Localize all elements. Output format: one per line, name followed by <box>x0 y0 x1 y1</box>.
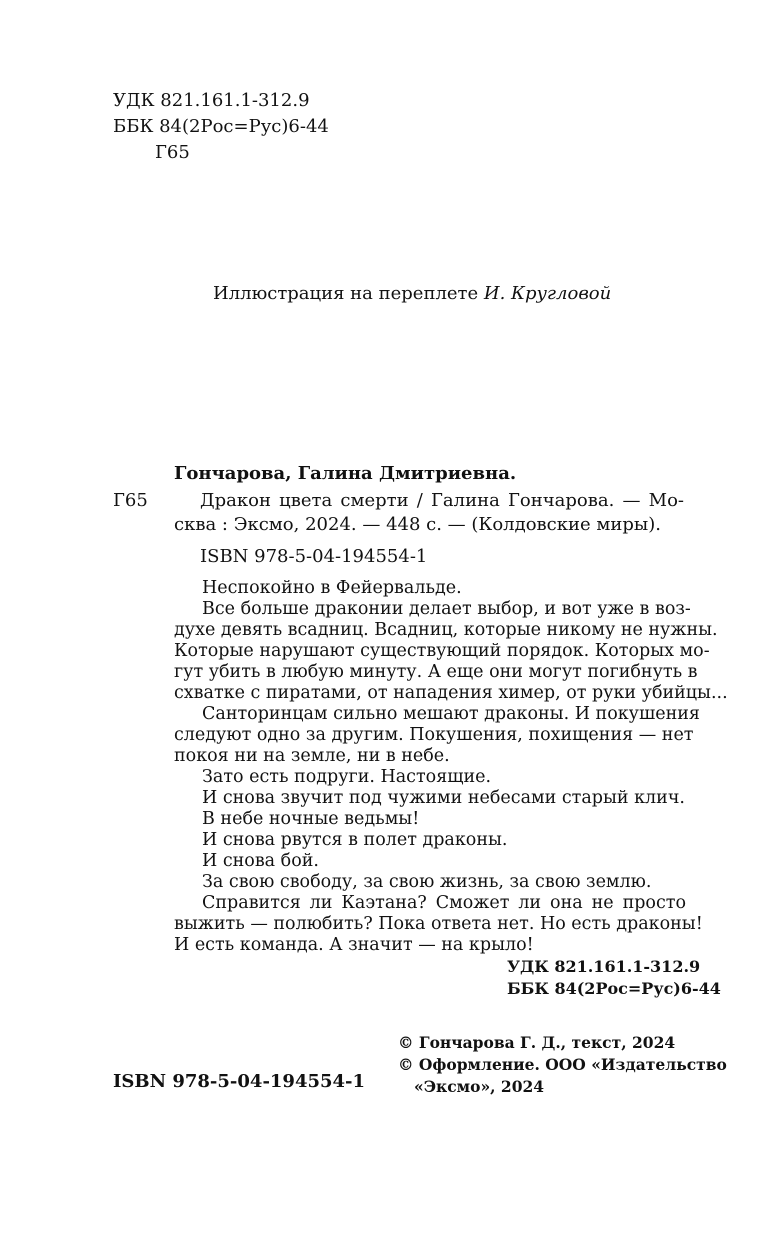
annotation-line: И снова звучит под чужими небесами старый клич. <box>202 788 685 808</box>
udk-code: УДК 821.161.1-312.9 <box>113 90 310 111</box>
record-title-line-1: Дракон цвета смерти / Галина Гончарова. — Мо- <box>200 490 684 511</box>
annotation-line: духе девять всадниц. Всадниц, которые никому не нужны. <box>174 620 718 640</box>
annotation-line: И есть команда. А значит — на крыло! <box>174 935 534 955</box>
annotation-line: следуют одно за другим. Покушения, похищения — нет <box>174 725 694 745</box>
annotation-line: И снова рвутся в полет драконы. <box>202 830 508 850</box>
annotation-line: схватке с пиратами, от нападения химер, от руки убийцы... <box>174 683 728 703</box>
author-mark: Г65 <box>155 142 190 163</box>
annotation-line: Которые нарушают существующий порядок. Которых мо- <box>174 641 710 661</box>
annotation-line: Все больше драконии делает выбор, и вот уже в воз- <box>202 599 691 619</box>
annotation-line: Справится ли Каэтана? Сможет ли она не просто <box>202 893 686 913</box>
illustration-artist: И. Кругловой <box>483 283 612 304</box>
annotation-line: И снова бой. <box>202 851 319 871</box>
annotation-line: выжить — полюбить? Пока ответа нет. Но есть драконы! <box>174 914 703 934</box>
record-isbn: ISBN 978-5-04-194554-1 <box>200 546 428 567</box>
annotation <box>174 578 728 956</box>
record-title-line-2: сква : Эксмо, 2024. — 448 с. — (Колдовские миры). <box>174 514 661 535</box>
annotation-line: Зато есть подруги. Настоящие. <box>202 767 492 787</box>
record-author: Гончарова, Галина Дмитриевна. <box>174 463 517 484</box>
annotation-line: За свою свободу, за свою жизнь, за свою землю. <box>202 872 652 892</box>
classification-codes <box>113 88 329 166</box>
annotation-line: Санторинцам сильно мешают драконы. И покушения <box>202 704 700 724</box>
copyright-design: © Оформление. ООО «Издательство <box>398 1055 727 1074</box>
isbn-bottom: ISBN 978-5-04-194554-1 <box>113 1071 366 1092</box>
copyright-design-cont: «Эксмо», 2024 <box>414 1077 545 1096</box>
footer-bbk-code: ББК 84(2Рос=Рус)6-44 <box>507 979 721 998</box>
bbk-code: ББК 84(2Рос=Рус)6-44 <box>113 116 329 137</box>
illustration-credit <box>213 283 611 305</box>
annotation-line: В небе ночные ведьмы! <box>202 809 420 829</box>
annotation-line: гут убить в любую минуту. А еще они могут погибнуть в <box>174 662 698 682</box>
copyright-block <box>398 1032 727 1098</box>
annotation-line: Неспокойно в Фейервальде. <box>202 578 462 598</box>
footer-udk-code: УДК 821.161.1-312.9 <box>507 957 701 976</box>
annotation-line: покоя ни на земле, ни в небе. <box>174 746 450 766</box>
illustration-prefix: Иллюстрация на переплете <box>213 283 479 304</box>
copyright-text: © Гончарова Г. Д., текст, 2024 <box>398 1033 676 1052</box>
footer-codes <box>507 956 721 1000</box>
record-mark: Г65 <box>113 490 148 511</box>
